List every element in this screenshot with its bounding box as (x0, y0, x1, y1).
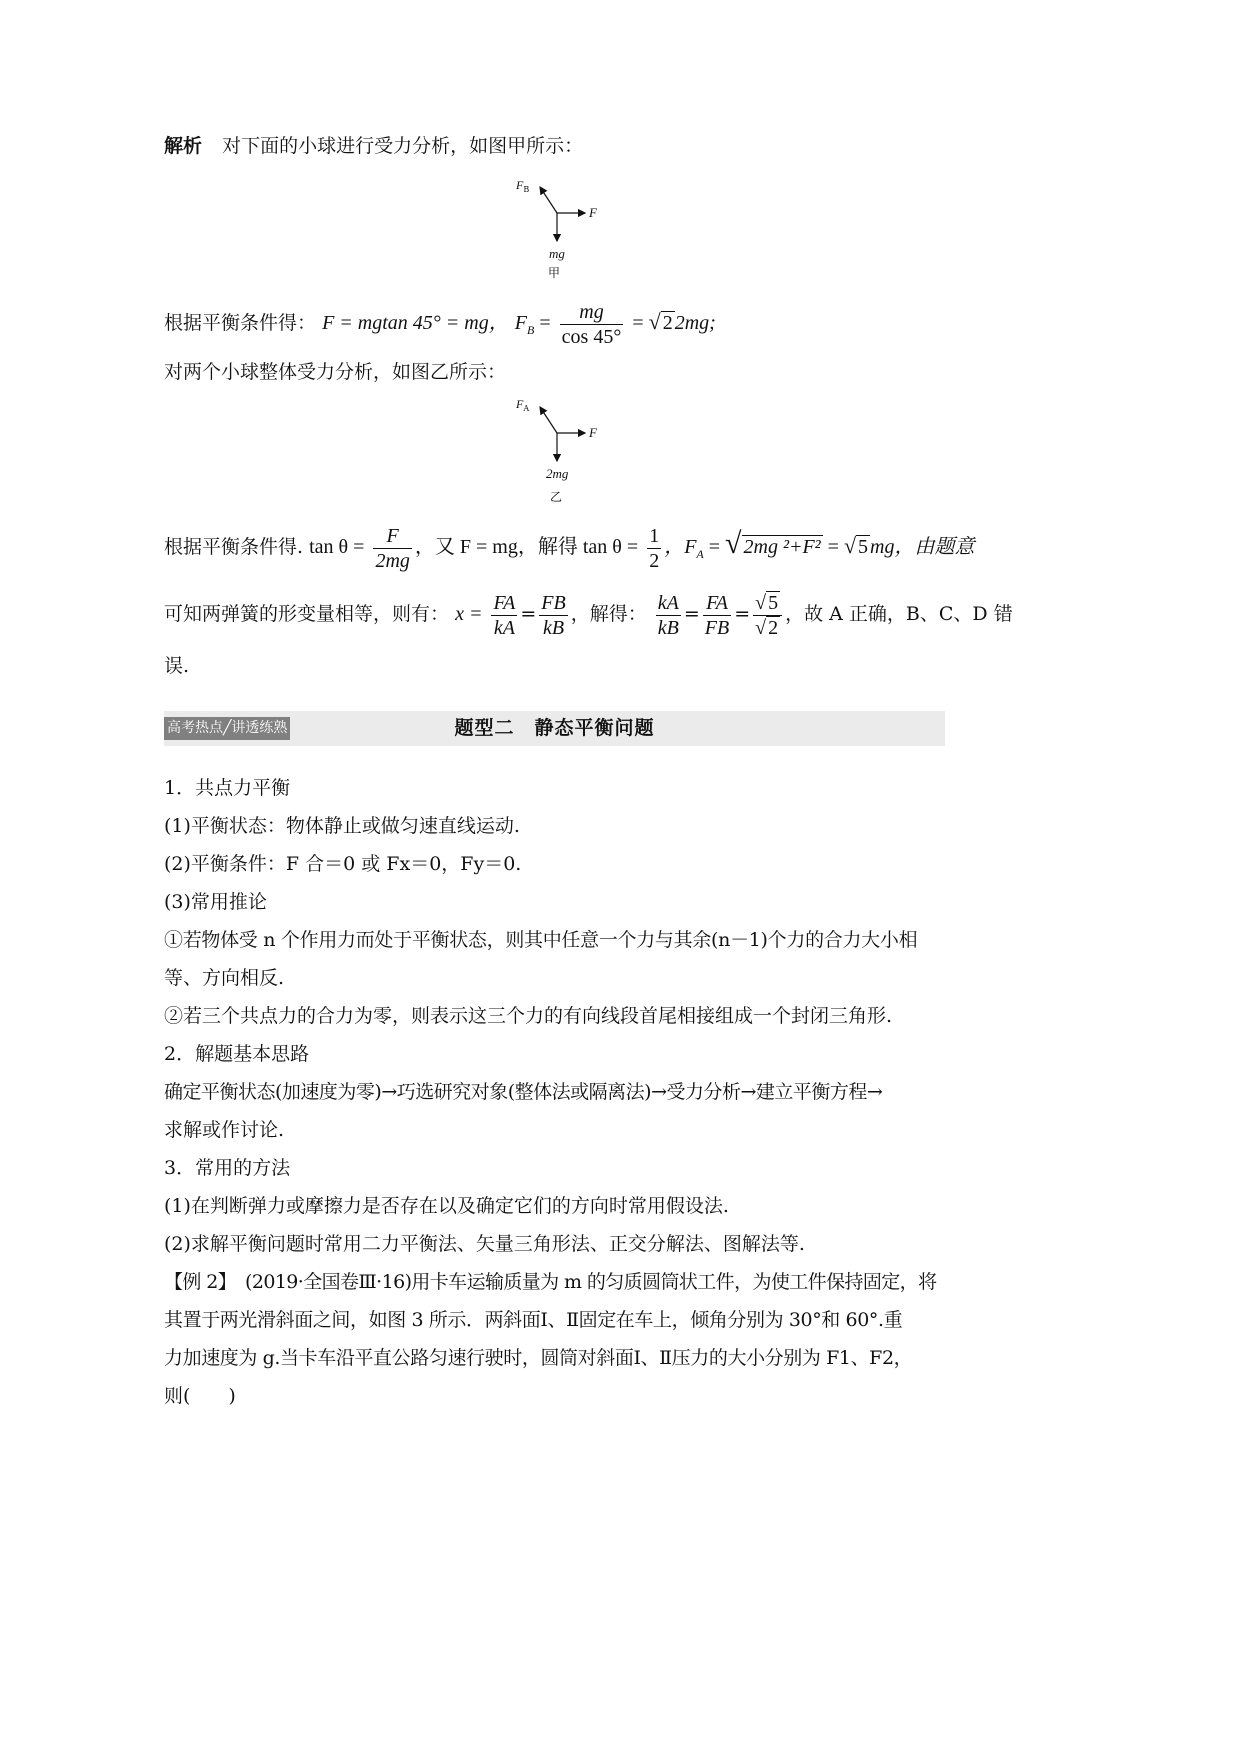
body-line: (2)求解平衡问题时常用二力平衡法、矢量三角形法、正交分解法、图解法等. (164, 1233, 805, 1255)
force-arrow-fb (540, 187, 557, 213)
solution-line-2: 对两个小球整体受力分析，如图乙所示： (164, 361, 507, 383)
solution-label: 解析 (164, 135, 203, 157)
example-line: 【例 2】 (2019·全国卷Ⅲ·16)用卡车运输质量为 m 的匀质圆筒状工件，为使工件保持固定，将 (164, 1271, 937, 1293)
body-line: 确定平衡状态(加速度为零)→巧选研究对象(整体法或隔离法)→受力分析→建立平衡方程→ (164, 1081, 883, 1103)
solution-intro (164, 134, 583, 158)
body-line: 求解或作讨论. (164, 1119, 285, 1141)
fraction: $\frac{FA}{kA}$ (493, 591, 516, 639)
body-line: ①若物体受 n 个作用力而处于平衡状态，则其中任意一个力与其余(n－1)个力的合力大小相 (164, 929, 918, 951)
label-fa: $F_A$ (516, 397, 530, 413)
section-tag: 高考热点╱讲透练熟 (164, 717, 290, 740)
body-line: (1)在判断弹力或摩擦力是否存在以及确定它们的方向时常用假设法. (164, 1195, 729, 1217)
solution-intro-text: 对下面的小球进行受力分析，如图甲所示： (222, 135, 584, 157)
eq1-a: F = mgtan 45° = mg， (322, 312, 509, 334)
eq2-mid: ，又 F = mg，解得 tan θ = (414, 536, 639, 558)
fraction-sqrt: $\frac{√ 5}{√ 2}$ (753, 591, 782, 640)
body-line: (1)平衡状态：物体静止或做匀速直线运动. (164, 815, 520, 837)
fraction: $\frac{kA}{kB}$ (657, 591, 679, 639)
fraction: $\frac{FA}{FB}$ (704, 591, 730, 639)
fraction: $\frac{mg}{\cos 45^\circ}$ (561, 300, 622, 348)
equation-1: 根据平衡条件得： F = mgtan 45° = mg， $F_B$ = $\frac{mg}{\cos 45^\circ}$ = √ 2 2mg; (164, 300, 716, 348)
example-line: 力加速度为 g.当卡车沿平直公路匀速行驶时，圆筒对斜面Ⅰ、Ⅱ压力的大小分别为 F1、F2， (164, 1347, 913, 1369)
eq1-fb: $F_B$ = (514, 312, 551, 337)
force-arrow-fa (540, 407, 557, 433)
label-f: F (589, 205, 597, 220)
body-line: (3)常用推论 (164, 891, 267, 913)
label-fb: $F_B$ (516, 178, 530, 194)
section-header (164, 711, 945, 746)
figure-caption-jia: 甲 (548, 266, 561, 280)
figure-caption-yi: 乙 (550, 490, 563, 504)
eq-prefix: 根据平衡条件得： (164, 312, 317, 334)
eq-prefix: 可知两弹簧的形变量相等，则有： (164, 603, 450, 625)
tan-theta: tan θ = (309, 536, 365, 558)
example-line: 则( ) (164, 1385, 236, 1407)
fraction: $\frac{F}{2mg}$ (375, 524, 410, 572)
solution-end: 误. (164, 655, 190, 677)
label-mg: mg (549, 246, 565, 261)
body-line: ②若三个共点力的合力为零，则表示这三个力的有向线段首尾相接组成一个封闭三角形. (164, 1005, 893, 1027)
eq-prefix: 根据平衡条件得. (164, 536, 304, 558)
eq3-mid: ，解得： (570, 603, 647, 625)
body-line: (2)平衡条件：F 合＝0 或 Fx＝0，Fy＝0. (164, 853, 522, 875)
equation-2: 根据平衡条件得. tan θ = $\frac{F}{2mg}$ ，又 F = mg，解得 tan θ = $\frac{1}{2}$ ，$F_A$ = √ 2mg ²+F² = √ 5 mg，由题意 (164, 524, 975, 572)
fraction: $\frac{FB}{kB}$ (541, 591, 566, 639)
label-2mg: 2mg (546, 466, 569, 481)
fraction-half: $\frac{1}{2}$ (649, 524, 660, 572)
heading-1: 1．共点力平衡 (164, 777, 291, 799)
equation-3: 可知两弹簧的形变量相等，则有： x = $\frac{FA}{kA}$ = $\frac{FB}{kB}$ ，解得： $\frac{kA}{kB}$ = $\frac{FA}{FB}$ = $\frac{√ 5}{√ 2}$ ，故 A 正确，B、C、D 错 (164, 591, 1013, 639)
heading-3: 3．常用的方法 (164, 1157, 291, 1179)
example-line: 其置于两光滑斜面之间，如图 3 所示．两斜面Ⅰ、Ⅱ固定在车上，倾角分别为 30°和 60°.重 (164, 1309, 903, 1331)
section-title: 题型二 静态平衡问题 (454, 717, 655, 739)
body-line: 等、方向相反. (164, 967, 285, 989)
label-f: F (589, 425, 597, 440)
heading-2: 2．解题基本思路 (164, 1043, 310, 1065)
eq3-tail: ，故 A 正确，B、C、D 错 (785, 603, 1013, 625)
